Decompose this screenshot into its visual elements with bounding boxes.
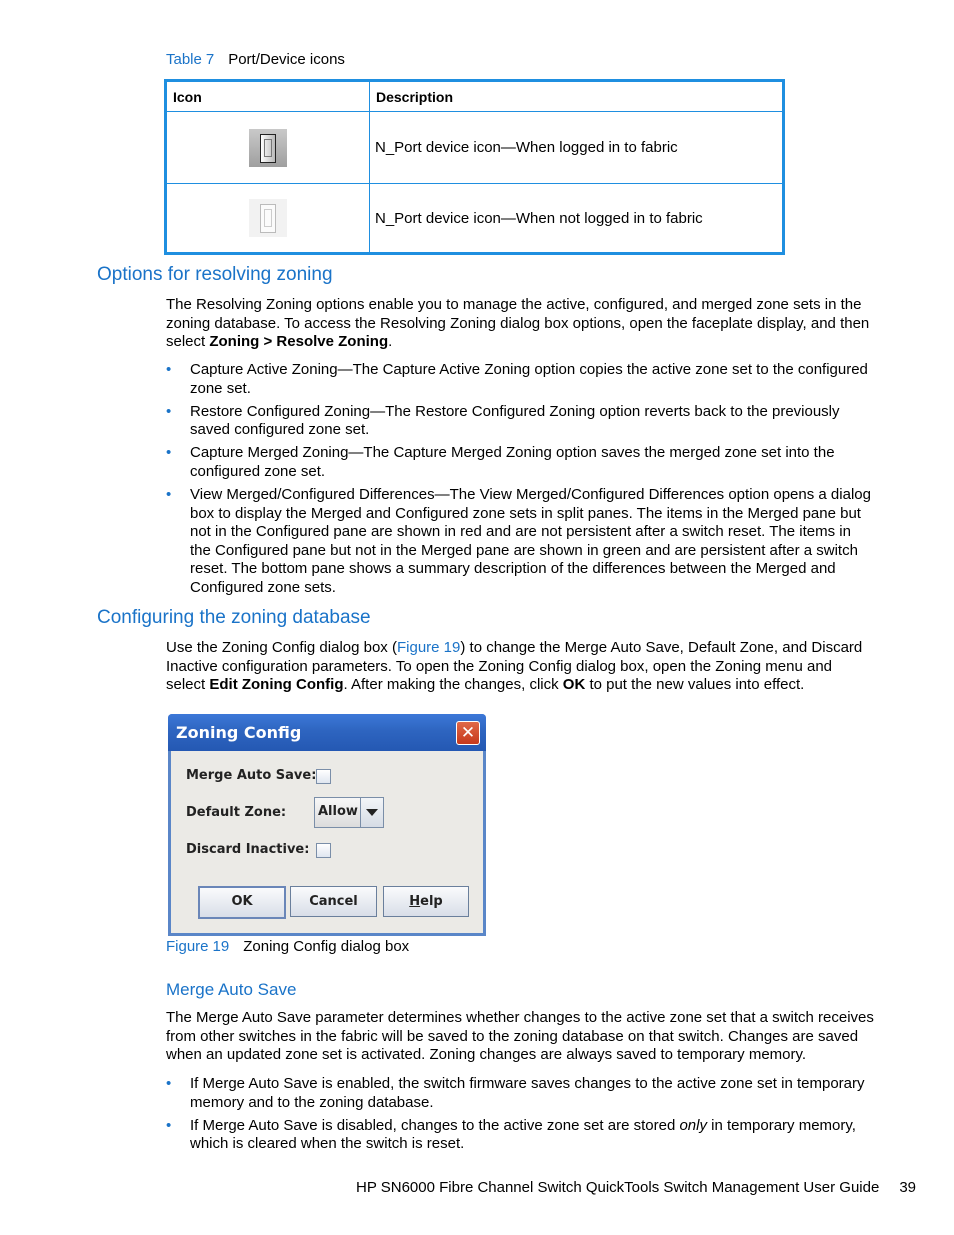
- page-number: 39: [899, 1179, 916, 1196]
- list-item: • Capture Active Zoning—The Capture Active Zoning option copies the active zone set to the configured zone set.: [166, 361, 868, 397]
- list-item: • If Merge Auto Save is enabled, the switch firmware saves changes to the active zone set in temporary memory and to the zoning database.: [166, 1075, 865, 1111]
- table-title: Port/Device icons: [228, 51, 345, 68]
- merge-auto-save-label: Merge Auto Save:: [186, 768, 317, 783]
- section-intro-paragraph: The Resolving Zoning options enable you to manage the active, configured, and merged zone sets in the zoning database. To access the Resolving Zoning dialog box options, open the faceplate display, and then select Zoning > Resolve Zoning.: [166, 296, 870, 351]
- zoning-config-dialog: [168, 714, 486, 936]
- close-icon[interactable]: ✕: [456, 721, 480, 745]
- dialog-body: [171, 751, 483, 933]
- menu-path: Zoning > Resolve Zoning: [209, 333, 389, 351]
- chevron-down-icon[interactable]: [360, 798, 383, 827]
- dialog-title: Zoning Config: [176, 723, 302, 742]
- n-port-not-logged-in-icon: [249, 199, 287, 237]
- list-item: • If Merge Auto Save is disabled, changes to the active zone set are stored only in temporary memory, which is cleared when the switch is reset.: [166, 1116, 856, 1153]
- column-header-description: Description: [370, 81, 784, 112]
- list-item: • View Merged/Configured Differences—The View Merged/Configured Differences option opens a dialog box to display the Merged and Configured zone sets in split panes. The items in the Merged pane but not in the Configured pane are shown in red and are not persistent after a switch reset. The items in the Configured pane but not in the Merged pane are shown in green and are persistent after a switch reset. The bottom pane shows a summary description of the differences between the Merged and Configured zone sets.: [166, 486, 871, 597]
- figure-link[interactable]: Figure 19: [396, 639, 461, 656]
- column-header-icon: Icon: [166, 81, 370, 112]
- resolve-options-list: [166, 361, 874, 602]
- discard-inactive-checkbox[interactable]: [316, 843, 331, 858]
- port-device-icons-table: [164, 79, 785, 255]
- merge-auto-save-list: [166, 1075, 874, 1158]
- table-row: [166, 184, 784, 254]
- table-cell-description: N_Port device icon—When logged in to fabric: [370, 112, 784, 184]
- table-row: [166, 112, 784, 184]
- figure-caption: [166, 938, 409, 956]
- discard-inactive-label: Discard Inactive:: [186, 842, 310, 857]
- table-label: Table 7: [166, 51, 215, 68]
- help-button[interactable]: Help: [383, 886, 469, 917]
- page-footer: [356, 1179, 916, 1196]
- table-caption: [166, 51, 345, 69]
- subsection-heading-merge-auto-save: Merge Auto Save: [166, 980, 297, 999]
- footer-title: HP SN6000 Fibre Channel Switch QuickTools Switch Management User Guide: [356, 1179, 880, 1196]
- dialog-title-bar[interactable]: [168, 714, 486, 751]
- merge-auto-save-checkbox[interactable]: [316, 769, 331, 784]
- subsection-paragraph: The Merge Auto Save parameter determines whether changes to the active zone set that a switch receives from other switches in the fabric will be saved to the zoning database on that switch. Changes are saved when an updated zone set is activated. Zoning changes are always saved to temporary memory.: [166, 1009, 874, 1064]
- section-heading-resolving-zoning: Options for resolving zoning: [97, 264, 333, 285]
- default-zone-label: Default Zone:: [186, 805, 287, 820]
- figure-title: Zoning Config dialog box: [243, 938, 410, 955]
- section-heading-configuring-zoning: Configuring the zoning database: [97, 607, 371, 628]
- list-item: • Restore Configured Zoning—The Restore Configured Zoning option reverts back to the previously saved configured zone set.: [166, 402, 840, 439]
- default-zone-dropdown[interactable]: [314, 797, 384, 828]
- n-port-logged-in-icon: [249, 129, 287, 167]
- section-paragraph: Use the Zoning Config dialog box (Figure 19) to change the Merge Auto Save, Default Zone, and Discard Inactive configuration parameters. To open the Zoning Config dialog box, open the Zoning menu and select Edit Zoning Config. After making the changes, click OK to put the new values into effect.: [166, 639, 863, 694]
- cancel-button[interactable]: Cancel: [290, 886, 377, 917]
- figure-label: Figure 19: [166, 938, 230, 955]
- list-item: • Capture Merged Zoning—The Capture Merged Zoning option saves the merged zone set into the configured zone set.: [166, 444, 835, 480]
- ok-button[interactable]: OK: [198, 886, 286, 919]
- default-zone-value: Allow: [318, 804, 358, 819]
- table-cell-description: N_Port device icon—When not logged in to fabric: [370, 184, 784, 254]
